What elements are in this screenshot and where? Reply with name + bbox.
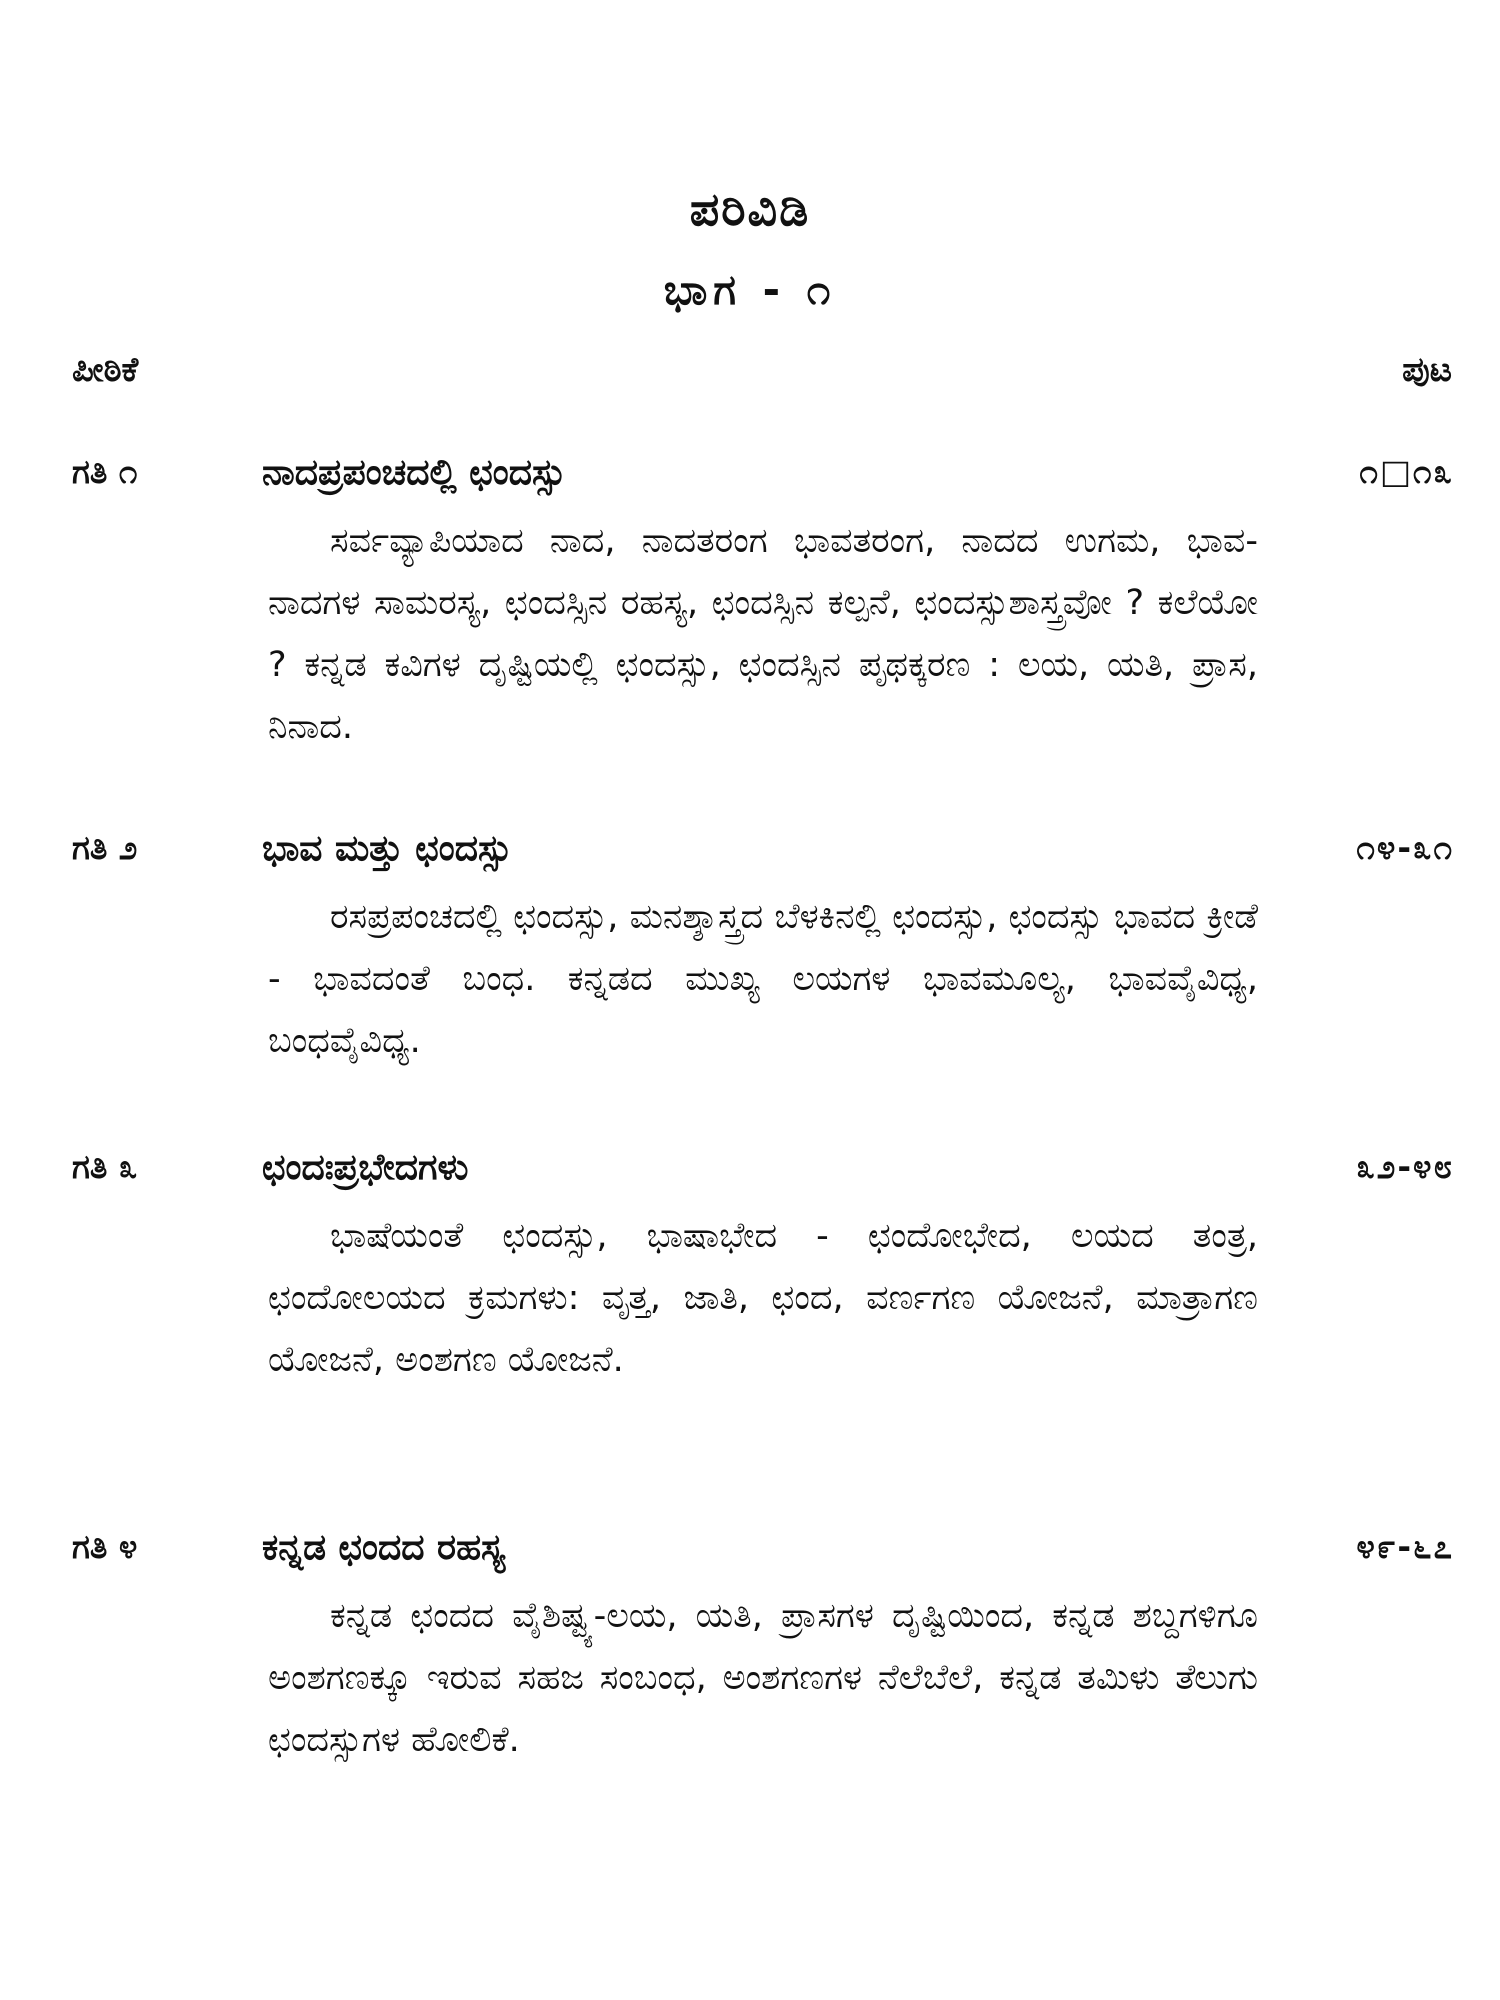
part-heading: ಭಾಗ - ೧ xyxy=(663,265,837,314)
page-title: ಪರಿವಿಡಿ xyxy=(689,182,811,236)
chapter-title: ಕನ್ನಡ ಛಂದದ ರಹಸ್ಯ xyxy=(262,1527,506,1568)
chapter-number: ಗತಿ ೨ xyxy=(72,828,138,867)
chapter-title: ಛಂದಃಪ್ರಭೇದಗಳು xyxy=(262,1147,469,1188)
chapter-number: ಗತಿ ೪ xyxy=(72,1527,138,1566)
chapter-description: ಸರ್ವವ್ಯಾಪಿಯಾದ ನಾದ, ನಾದತರಂಗ ಭಾವತರಂಗ, ನಾದದ ಉಗಮ, ಭಾವ-ನಾದಗಳ ಸಾಮರಸ್ಯ, ಛಂದಸ್ಸಿನ ರಹಸ್ಯ, ಛಂದಸ್ಸಿನ ಕಲ್ಪನೆ, ಛಂದಸ್ಸುಶಾಸ್ತ್ರವೋ ? ಕಲೆಯೋ ? ಕನ್ನಡ ಕವಿಗಳ ದೃಷ್ಟಿಯಲ್ಲಿ ಛಂದಸ್ಸು, ಛಂದಸ್ಸಿನ ಪೃಥಕ್ಕರಣ : ಲಯ, ಯತಿ, ಪ್ರಾಸ, ನಿನಾದ. xyxy=(268,521,1258,747)
column-header-page: ಪುಟ xyxy=(1402,350,1452,390)
chapter-description: ಭಾಷೆಯಂತೆ ಛಂದಸ್ಸು, ಭಾಷಾಭೇದ - ಛಂದೋಭೇದ, ಲಯದ ತಂತ್ರ, ಛಂದೋಲಯದ ಕ್ರಮಗಳು: ವೃತ್ತ, ಜಾತಿ, ಛಂದ, ವರ್ಣಗಣ ಯೋಜನೆ, ಮಾತ್ರಾಗಣ ಯೋಜನೆ, ಅಂಶಗಣ ಯೋಜನೆ. xyxy=(268,1216,1258,1380)
chapter-page-range: ೧□೧೩ xyxy=(1359,452,1454,491)
chapter-page-range: ೩೨-೪೮ xyxy=(1356,1147,1454,1186)
chapter-title: ನಾದಪ್ರಪಂಚದಲ್ಲಿ ಛಂದಸ್ಸು xyxy=(262,452,566,493)
chapter-description: ರಸಪ್ರಪಂಚದಲ್ಲಿ ಛಂದಸ್ಸು, ಮನಶ್ಶಾಸ್ತ್ರದ ಬೆಳಕಿನಲ್ಲಿ ಛಂದಸ್ಸು, ಛಂದಸ್ಸು ಭಾವದ ಕ್ರೀಡೆ - ಭಾವದಂತೆ ಬಂಧ. ಕನ್ನಡದ ಮುಖ್ಯ ಲಯಗಳ ಭಾವಮೂಲ್ಯ, ಭಾವವೈವಿಧ್ಯ, ಬಂಧವೈವಿಧ್ಯ. xyxy=(268,897,1258,1061)
chapter-page-range: ೪೯-೬೭ xyxy=(1356,1527,1454,1566)
chapter-description: ಕನ್ನಡ ಛಂದದ ವೈಶಿಷ್ಟ್ಯ-ಲಯ, ಯತಿ, ಪ್ರಾಸಗಳ ದೃಷ್ಟಿಯಿಂದ, ಕನ್ನಡ ಶಬ್ದಗಳಿಗೂ ಅಂಶಗಣಕ್ಕೂ ಇರುವ ಸಹಜ ಸಂಬಂಧ, ಅಂಶಗಣಗಳ ನೆಲೆಬೆಲೆ, ಕನ್ನಡ ತಮಿಳು ತೆಲುಗು ಛಂದಸ್ಸುಗಳ ಹೋಲಿಕೆ. xyxy=(268,1596,1258,1760)
column-header-introduction: ಪೀಠಿಕೆ xyxy=(72,350,139,390)
chapter-page-range: ೧೪-೩೧ xyxy=(1356,828,1454,867)
chapter-number: ಗತಿ ೧ xyxy=(72,452,138,491)
chapter-title: ಭಾವ ಮತ್ತು ಛಂದಸ್ಸು xyxy=(262,828,513,869)
chapter-number: ಗತಿ ೩ xyxy=(72,1147,138,1186)
